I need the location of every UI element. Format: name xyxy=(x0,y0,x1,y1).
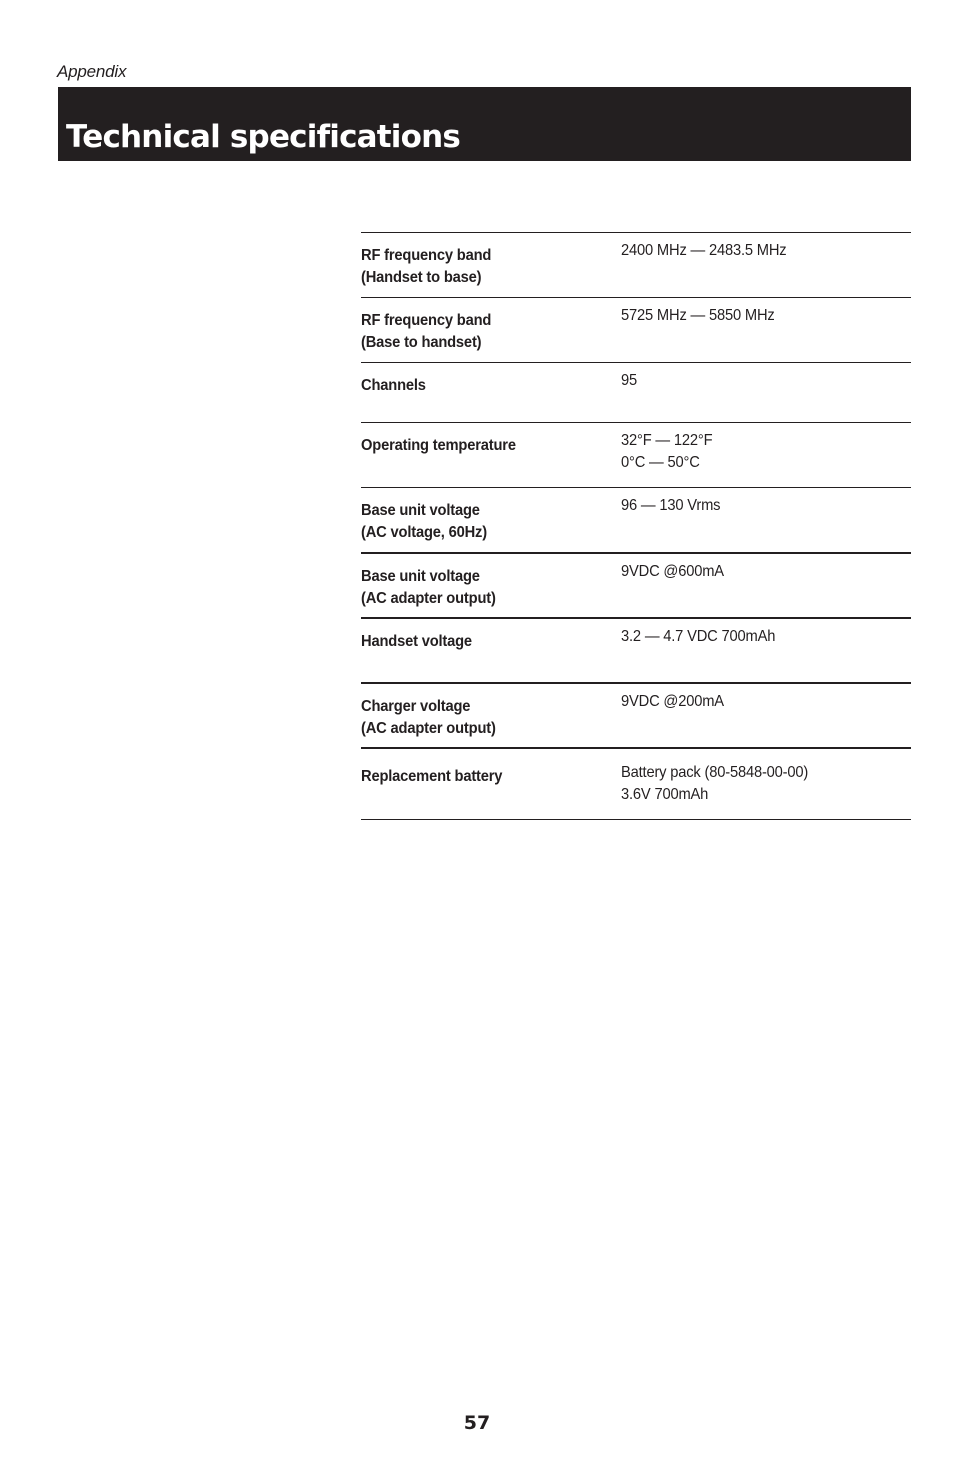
title-bar xyxy=(58,87,911,161)
spec-row xyxy=(361,298,911,363)
page-title: Technical specifications xyxy=(66,119,461,155)
spec-label: RF frequency band (Base to handset) xyxy=(361,312,492,351)
spec-row xyxy=(361,554,911,619)
spec-value: Battery pack (80-5848-00-00) 3.6V 700mAh xyxy=(621,764,809,803)
spec-value: 96 — 130 Vrms xyxy=(621,497,721,514)
spec-value: 2400 MHz — 2483.5 MHz xyxy=(621,242,787,259)
spec-label: RF frequency band (Handset to base) xyxy=(361,247,492,286)
spec-row xyxy=(361,423,911,488)
spec-row xyxy=(361,684,911,749)
spec-row xyxy=(361,749,911,820)
spec-table xyxy=(361,232,911,820)
spec-value: 9VDC @200mA xyxy=(621,693,724,710)
spec-row xyxy=(361,233,911,298)
spec-label: Charger voltage (AC adapter output) xyxy=(361,698,496,737)
section-label: Appendix xyxy=(57,62,127,81)
spec-label: Channels xyxy=(361,377,426,394)
spec-value: 3.2 — 4.7 VDC 700mAh xyxy=(621,628,776,645)
spec-row xyxy=(361,363,911,423)
spec-row xyxy=(361,619,911,684)
spec-value: 32°F — 122°F 0°C — 50°C xyxy=(621,432,713,471)
spec-label: Replacement battery xyxy=(361,768,503,785)
spec-label: Handset voltage xyxy=(361,633,472,650)
page-number: 57 xyxy=(463,1412,491,1434)
spec-label: Base unit voltage (AC voltage, 60Hz) xyxy=(361,502,487,541)
spec-value: 9VDC @600mA xyxy=(621,563,724,580)
spec-row xyxy=(361,488,911,554)
spec-value: 95 xyxy=(621,372,638,389)
spec-label: Base unit voltage (AC adapter output) xyxy=(361,568,496,607)
spec-value: 5725 MHz — 5850 MHz xyxy=(621,307,775,324)
spec-label: Operating temperature xyxy=(361,437,516,454)
